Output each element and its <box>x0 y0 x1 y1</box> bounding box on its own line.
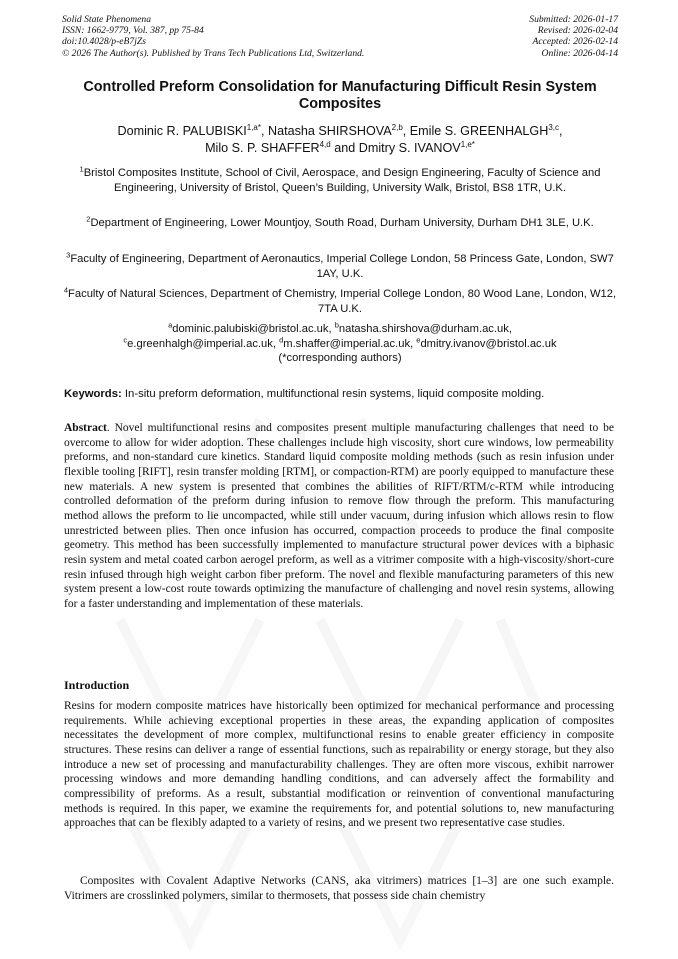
keywords-text: In-situ preform deformation, multifunctional resin systems, liquid composite molding. <box>124 388 545 400</box>
corresponding-note: (*corresponding authors) <box>278 352 402 365</box>
journal-issn: ISSN: 1662-9779, Vol. 387, pp 75-84 <box>62 25 204 37</box>
author-superscript: 1,e* <box>460 140 475 150</box>
email-superscript: d <box>279 334 284 344</box>
author-name: Natasha SHIRSHOVA <box>267 124 392 138</box>
email-separator: , <box>410 337 417 350</box>
author-name: Emile S. GREENHALGH <box>409 124 549 138</box>
author-superscript: 2,b <box>391 122 403 132</box>
email-superscript: a <box>168 320 173 330</box>
date-accepted: Accepted: 2026-02-14 <box>532 36 618 48</box>
keywords-section <box>64 387 620 401</box>
journal-info <box>62 14 442 59</box>
email-link[interactable]: natasha.shirshova@durham.ac.uk <box>338 323 509 335</box>
affiliation-text: Bristol Composites Institute, School of Civil, Aerospace, and Design Engineering, Faculty of Science and Engineering, University of Bristol, Queen’s Building, University Walk, Bristol, BS8 1TR, U.K. <box>83 167 601 194</box>
email-link[interactable]: m.shaffer@imperial.ac.uk <box>283 337 411 350</box>
date-revised: Revised: 2026-02-04 <box>537 25 618 37</box>
email-link[interactable]: dominic.palubiski@bristol.ac.uk <box>172 323 329 335</box>
author-name: Milo S. P. SHAFFER <box>205 141 320 156</box>
abstract-label: Abstract <box>64 422 107 434</box>
author-superscript: 3,c <box>548 122 559 132</box>
author-superscript: 1,a* <box>246 122 261 132</box>
affiliation-1 <box>62 166 618 195</box>
author-separator: , <box>260 124 268 138</box>
date-submitted: Submitted: 2026-01-17 <box>529 14 618 25</box>
introduction-paragraph-1: Resins for modern composite matrices have historically been optimized for mechanical performance and processing requirements. While achieving exceptional properties in these areas, the expanding application of composites necessitates the development of more complex, multifunctional resins to enable greater efficiency in composite structures. These resins can deliver a range of essential functions, such as repairability or energy storage, but they also introduce a new set of processing and manufacturability challenges. They are often more viscous, exhibit narrower processing windows and more demanding handling conditions, and can adversely affect the formability and compressibility of preforms. As a result, substantial modification or reinvention of conventional manufacturing methods is required. In this paper, we examine the requirements for, and potential solutions to, new manufacturing approaches that can be flexibly adapted to a variety of resins, and we present two representative case studies. <box>64 700 614 830</box>
affiliation-4 <box>62 287 618 316</box>
author-name: Dominic R. PALUBISKI <box>117 124 247 138</box>
email-separator: , <box>328 323 335 335</box>
affiliation-superscript: 1 <box>79 164 84 174</box>
article-dates <box>418 14 618 59</box>
affiliation-superscript: 4 <box>63 285 69 295</box>
author-superscript: 4,d <box>319 140 331 150</box>
introduction-paragraph-2: Composites with Covalent Adaptive Networks (CANS, aka vitrimers) matrices [1–3] are one such example. Vitrimers are crosslinked polymers, similar to thermosets, that possess side chain chemistry <box>64 875 614 902</box>
email-superscript: b <box>334 320 339 330</box>
abstract-paragraph <box>64 421 614 612</box>
keywords-label: Keywords: <box>64 388 122 400</box>
email-link[interactable]: dmitry.ivanov@bristol.ac.uk <box>420 337 557 350</box>
date-online: Online: 2026-04-14 <box>541 47 618 59</box>
email-separator: , <box>508 323 512 335</box>
email-superscript: e <box>416 334 421 344</box>
journal-name: Solid State Phenomena <box>62 14 151 25</box>
paper-title: Controlled Preform Consolidation for Manufacturing Difficult Resin System Composites <box>83 79 597 113</box>
author-separator: , <box>559 124 563 138</box>
author-separator: , <box>402 124 410 138</box>
introduction-heading: Introduction <box>64 678 130 692</box>
abstract-text: . Novel multifunctional resins and composites present multiple manufacturing challenges that need to be overcome to allow for wider adoption. These challenges include high viscosity, short cure windows, low permeability preforms, and non-standard cure kinetics. Standard liquid composite molding methods (such as resin infusion under flexible tooling [RIFT], resin transfer molding [RTM], or compaction-RTM) are poorly equipped to manufacture these new materials. A new system is presented that combines the abilities of RIFT/RTM/c-RTM while introducing controlled deformation of the preform during infusion to remove flow through the preform. This manufacturing method allows the preform to lie uncompacted, while still under vacuum, during infusion which allows resin to flow unrestricted between plies. Then once infusion has occurred, compaction proceeds to produce the final composite geometry. This method has been successfully implemented to manufacture structural power devices with a biphasic resin system and metal coated carbon aerogel preform, as well as a vitrimer composite with a high-viscosity/short-cure resin infused through high weight carbon fiber preform. The novel and flexible manufacturing parameters of this new system present a low-cost route towards optimizing the manufacture of challenging and novel resin systems, allowing for a faster understanding and implementation of these materials. <box>64 422 614 610</box>
email-superscript: c <box>123 334 128 344</box>
affiliation-superscript: 2 <box>86 214 91 224</box>
affiliation-3 <box>62 252 618 281</box>
author-list <box>62 123 618 158</box>
author-name: Dmitry S. IVANOV <box>358 141 461 156</box>
email-link[interactable]: e.greenhalgh@imperial.ac.uk <box>127 337 273 350</box>
affiliation-text: Faculty of Natural Sciences, Department of Chemistry, Imperial College London, 80 Wood Lane, London, W12, 7TA U.K. <box>68 288 617 315</box>
author-separator: and <box>330 141 359 156</box>
affiliation-text: Department of Engineering, Lower Mountjoy, South Road, Durham University, Durham DH1 3LE, U.K. <box>90 217 594 229</box>
affiliation-2 <box>62 216 618 231</box>
email-separator: , <box>272 337 280 350</box>
affiliation-superscript: 3 <box>66 250 71 260</box>
email-list <box>62 322 618 366</box>
article-doi[interactable]: doi:10.4028/p-eB7jZs <box>62 36 146 48</box>
copyright-notice: © 2026 The Author(s). Published by Trans Tech Publications Ltd, Switzerland. <box>62 47 365 59</box>
affiliation-text: Faculty of Engineering, Department of Aeronautics, Imperial College London, 58 Princess Gate, London, SW7 1AY, U.K. <box>70 253 614 280</box>
